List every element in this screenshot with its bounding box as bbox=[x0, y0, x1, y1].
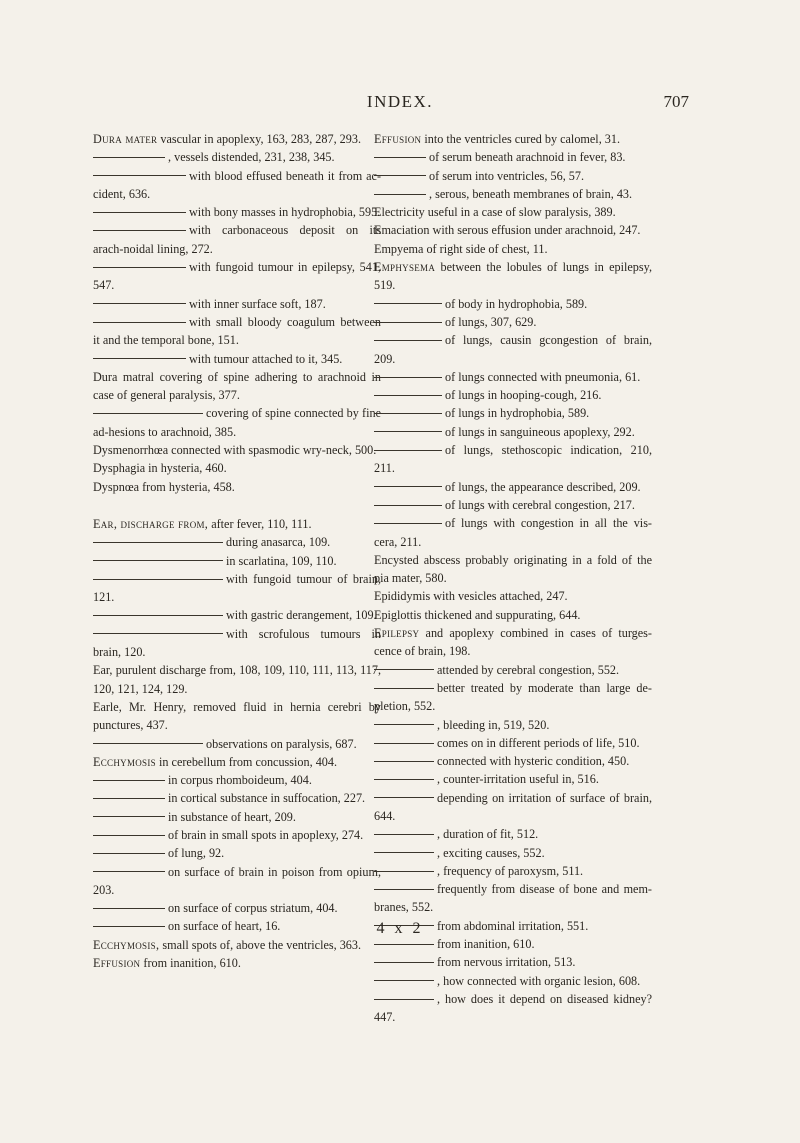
entry-text: Encysted abscess probably originating in a fold of the pia mater, 580. bbox=[374, 552, 652, 586]
index-entry bbox=[93, 753, 381, 771]
ditto-rule bbox=[374, 431, 442, 432]
ditto-rule bbox=[374, 505, 442, 506]
index-subentry bbox=[374, 386, 652, 404]
ditto-rule bbox=[93, 633, 223, 634]
index-entry bbox=[374, 221, 652, 239]
ditto-rule bbox=[374, 852, 434, 853]
entry-text: of lungs in hydrophobia, 589. bbox=[445, 406, 590, 421]
entry-text: in cortical substance in suffocation, 227. bbox=[168, 791, 366, 806]
index-entry bbox=[93, 698, 381, 735]
entry-text: in scarlatina, 109, 110. bbox=[226, 553, 337, 568]
ditto-rule bbox=[374, 194, 426, 195]
entry-text: , duration of fit, 512. bbox=[437, 827, 539, 842]
index-subentry bbox=[93, 808, 381, 826]
ditto-rule bbox=[93, 615, 223, 616]
ditto-rule bbox=[374, 962, 434, 963]
ditto-rule bbox=[93, 542, 223, 543]
entry-heading: Ecchymosis bbox=[93, 754, 156, 769]
index-subentry bbox=[374, 313, 652, 331]
index-subentry bbox=[93, 148, 381, 166]
ditto-rule bbox=[374, 743, 434, 744]
index-subentry bbox=[374, 478, 652, 496]
entry-text: of lungs in sanguineous apoplexy, 292. bbox=[445, 424, 635, 439]
ditto-rule bbox=[93, 853, 165, 854]
index-subentry bbox=[93, 221, 381, 258]
entry-text: of lungs, the appearance described, 209. bbox=[445, 479, 641, 494]
index-entry bbox=[374, 203, 652, 221]
ditto-rule bbox=[93, 230, 186, 231]
index-subentry bbox=[374, 972, 652, 990]
index-entry bbox=[93, 368, 381, 405]
ditto-rule bbox=[374, 175, 426, 176]
entry-text: from inanition, 610. bbox=[140, 956, 241, 971]
left-column bbox=[93, 130, 381, 972]
entry-text: observations on paralysis, 687. bbox=[206, 736, 357, 751]
index-subentry bbox=[374, 441, 652, 478]
index-subentry bbox=[374, 404, 652, 422]
section-gap bbox=[93, 496, 381, 515]
entry-heading: Ecchymosis, bbox=[93, 937, 160, 952]
index-subentry bbox=[93, 313, 381, 350]
entry-heading: Dura mater bbox=[93, 132, 158, 146]
index-subentry bbox=[374, 880, 652, 917]
ditto-rule bbox=[374, 834, 434, 835]
entry-text: between the lobules of lungs in epilepsy, 519. bbox=[374, 260, 652, 293]
entry-heading: Effusion bbox=[93, 956, 141, 971]
index-subentry bbox=[93, 625, 381, 662]
ditto-rule bbox=[374, 395, 442, 396]
ditto-rule bbox=[374, 669, 434, 670]
entry-text: on surface of corpus striatum, 404. bbox=[168, 901, 338, 916]
entry-text: Dysphagia in hysteria, 460. bbox=[93, 461, 227, 476]
index-subentry bbox=[93, 899, 381, 917]
index-subentry bbox=[374, 148, 652, 166]
entry-text: attended by cerebral congestion, 552. bbox=[437, 662, 620, 677]
entry-text: with tumour attached to it, 345. bbox=[189, 351, 343, 366]
entry-text: with inner surface soft, 187. bbox=[189, 296, 326, 311]
ditto-rule bbox=[374, 688, 434, 689]
ditto-rule bbox=[374, 413, 442, 414]
entry-text: in substance of heart, 209. bbox=[168, 809, 296, 824]
ditto-rule bbox=[93, 780, 165, 781]
entry-text: with fungoid tumour in epilepsy, 541, 547. bbox=[93, 260, 381, 293]
ditto-rule bbox=[93, 157, 165, 158]
index-entry bbox=[374, 624, 652, 661]
ditto-rule bbox=[93, 413, 203, 414]
ditto-rule bbox=[93, 835, 165, 836]
index-subentry bbox=[374, 167, 652, 185]
entry-text: vascular in apoplexy, 163, 283, 287, 293. bbox=[157, 132, 362, 146]
index-entry bbox=[93, 441, 381, 459]
ditto-rule bbox=[374, 889, 434, 890]
index-subentry bbox=[93, 404, 381, 441]
index-subentry bbox=[374, 789, 652, 826]
entry-text: with scrofulous tumours in brain, 120. bbox=[93, 626, 381, 660]
index-subentry bbox=[93, 606, 381, 624]
entry-text: of lungs in hooping-cough, 216. bbox=[445, 388, 602, 403]
index-subentry bbox=[93, 735, 381, 753]
index-subentry bbox=[374, 752, 652, 770]
index-entry bbox=[374, 130, 652, 148]
index-subentry bbox=[93, 552, 381, 570]
index-subentry bbox=[93, 203, 381, 221]
index-subentry bbox=[93, 789, 381, 807]
index-entry bbox=[93, 954, 381, 972]
index-entry bbox=[374, 606, 652, 624]
entry-text: , serous, beneath membranes of brain, 43. bbox=[429, 186, 633, 201]
entry-text: of serum into ventricles, 56, 57. bbox=[429, 168, 585, 183]
entry-text: , vessels distended, 231, 238, 345. bbox=[168, 150, 335, 165]
entry-text: with bony masses in hydrophobia, 595. bbox=[189, 205, 381, 220]
entry-text: Emaciation with serous effusion under arachnoid, 247. bbox=[374, 223, 641, 238]
entry-text: in cerebellum from concussion, 404. bbox=[155, 754, 338, 769]
entry-text: of body in hydrophobia, 589. bbox=[445, 296, 588, 311]
entry-text: better treated by moderate than large de-pletion, 552. bbox=[374, 680, 652, 714]
index-subentry bbox=[93, 863, 381, 900]
ditto-rule bbox=[374, 779, 434, 780]
index-subentry bbox=[93, 350, 381, 368]
entry-text: of lungs, 307, 629. bbox=[445, 314, 537, 329]
page-title: INDEX. bbox=[366, 92, 434, 111]
entry-text: on surface of heart, 16. bbox=[168, 919, 281, 934]
index-subentry bbox=[93, 771, 381, 789]
right-column bbox=[374, 130, 652, 1027]
entry-text: Epiglottis thickened and suppurating, 644. bbox=[374, 607, 581, 622]
ditto-rule bbox=[374, 450, 442, 451]
entry-heading: Ear, discharge from, bbox=[93, 516, 209, 531]
index-subentry bbox=[374, 661, 652, 679]
index-subentry bbox=[374, 844, 652, 862]
ditto-rule bbox=[93, 212, 186, 213]
ditto-rule bbox=[374, 523, 442, 524]
ditto-rule bbox=[93, 560, 223, 561]
index-subentry bbox=[93, 826, 381, 844]
entry-text: with small bloody coagulum between it and the temporal bone, 151. bbox=[93, 314, 381, 348]
ditto-rule bbox=[374, 871, 434, 872]
index-subentry bbox=[374, 862, 652, 880]
entry-text: after fever, 110, 111. bbox=[208, 516, 312, 531]
entry-text: depending on irritation of surface of brain, 644. bbox=[374, 790, 652, 823]
entry-text: frequently from disease of bone and mem-branes, 552. bbox=[374, 882, 652, 915]
index-entry bbox=[374, 240, 652, 258]
index-entry bbox=[93, 515, 381, 533]
entry-text: , counter-irritation useful in, 516. bbox=[437, 772, 599, 787]
ditto-rule bbox=[374, 303, 442, 304]
entry-text: Epididymis with vesicles attached, 247. bbox=[374, 589, 568, 604]
entry-text: , bleeding in, 519, 520. bbox=[437, 717, 550, 732]
ditto-rule bbox=[93, 798, 165, 799]
ditto-rule bbox=[93, 267, 186, 268]
ditto-rule bbox=[93, 579, 223, 580]
entry-text: of brain in small spots in apoplexy, 274. bbox=[168, 827, 364, 842]
index-subentry bbox=[93, 844, 381, 862]
entry-text: comes on in different periods of life, 510. bbox=[437, 735, 640, 750]
entry-text: covering of spine connected by fine ad-hesions to arachnoid, 385. bbox=[93, 406, 381, 439]
entry-text: small spots of, above the ventricles, 363. bbox=[159, 937, 362, 952]
index-entry bbox=[93, 130, 381, 148]
index-subentry bbox=[93, 295, 381, 313]
entry-text: into the ventricles cured by calomel, 31. bbox=[421, 132, 621, 146]
index-subentry bbox=[93, 258, 381, 295]
entry-text: with carbonaceous deposit on its arach-noidal lining, 272. bbox=[93, 223, 381, 256]
entry-heading: Effusion bbox=[374, 132, 422, 146]
index-entry bbox=[93, 661, 381, 698]
entry-text: Empyema of right side of chest, 11. bbox=[374, 241, 548, 256]
entry-text: of lungs with cerebral congestion, 217. bbox=[445, 497, 635, 512]
index-subentry bbox=[374, 825, 652, 843]
entry-text: of lungs, causin gcongestion of brain, 209. bbox=[374, 333, 652, 366]
entry-text: Electricity useful in a case of slow paralysis, 389. bbox=[374, 205, 616, 220]
ditto-rule bbox=[93, 908, 165, 909]
entry-text: Dura matral covering of spine adhering to arachnoid in case of general paralysis, 377. bbox=[93, 369, 381, 403]
entry-text: , how does it depend on diseased kidney? 447. bbox=[374, 991, 652, 1025]
ditto-rule bbox=[93, 322, 186, 323]
index-subentry bbox=[374, 423, 652, 441]
entry-text: in corpus rhomboideum, 404. bbox=[168, 773, 312, 788]
ditto-rule bbox=[374, 340, 442, 341]
page-number: 707 bbox=[663, 92, 689, 111]
entry-heading: Emphysema bbox=[374, 260, 436, 275]
ditto-rule bbox=[93, 358, 186, 359]
ditto-rule bbox=[93, 871, 165, 872]
index-subentry bbox=[374, 990, 652, 1027]
index-subentry bbox=[93, 570, 381, 607]
ditto-rule bbox=[374, 724, 434, 725]
entry-text: Dysmenorrhœa connected with spasmodic wry-neck, 500. bbox=[93, 443, 377, 458]
index-entry bbox=[93, 459, 381, 477]
ditto-rule bbox=[374, 322, 442, 323]
ditto-rule bbox=[93, 816, 165, 817]
index-entry bbox=[374, 551, 652, 588]
ditto-rule bbox=[374, 980, 434, 981]
entry-text: of lung, 92. bbox=[168, 846, 225, 861]
page-header bbox=[0, 92, 800, 116]
index-subentry bbox=[374, 770, 652, 788]
ditto-rule bbox=[374, 377, 442, 378]
ditto-rule bbox=[374, 999, 434, 1000]
index-subentry bbox=[93, 167, 381, 204]
entry-text: and apoplexy combined in cases of turges-cence of brain, 198. bbox=[374, 626, 652, 659]
entry-text: during anasarca, 109. bbox=[226, 535, 331, 550]
entry-text: Dyspnœa from hysteria, 458. bbox=[93, 479, 235, 494]
entry-text: Ear, purulent discharge from, 108, 109, 110, 111, 113, 117, 120, 121, 124, 129. bbox=[93, 663, 381, 696]
entry-text: with blood effused beneath it from ac-cident, 636. bbox=[93, 168, 381, 201]
ditto-rule bbox=[93, 175, 186, 176]
entry-text: from nervous irritation, 513. bbox=[437, 955, 576, 970]
entry-text: , how connected with organic lesion, 608. bbox=[437, 973, 641, 988]
index-subentry bbox=[374, 953, 652, 971]
index-subentry bbox=[93, 533, 381, 551]
entry-text: connected with hysteric condition, 450. bbox=[437, 754, 630, 769]
entry-text: with fungoid tumour of brain, 121. bbox=[93, 571, 381, 605]
entry-text: Earle, Mr. Henry, removed fluid in hernia cerebri by punctures, 437. bbox=[93, 699, 381, 733]
index-entry bbox=[374, 258, 652, 295]
ditto-rule bbox=[374, 797, 434, 798]
entry-heading: Epilepsy bbox=[374, 626, 420, 641]
index-entry bbox=[374, 587, 652, 605]
index-subentry bbox=[374, 368, 652, 386]
index-subentry bbox=[374, 295, 652, 313]
entry-text: from abdominal irritation, 551. bbox=[437, 918, 589, 933]
entry-text: of lungs connected with pneumonia, 61. bbox=[445, 369, 641, 384]
entry-text: , exciting causes, 552. bbox=[437, 845, 545, 860]
index-subentry bbox=[374, 679, 652, 716]
ditto-rule bbox=[374, 486, 442, 487]
entry-text: of lungs with congestion in all the vis-cera, 211. bbox=[374, 516, 652, 549]
index-subentry bbox=[374, 496, 652, 514]
ditto-rule bbox=[374, 944, 434, 945]
ditto-rule bbox=[93, 303, 186, 304]
index-subentry bbox=[374, 716, 652, 734]
entry-text: with gastric derangement, 109. bbox=[226, 608, 377, 623]
printer-signature: 4 x 2 bbox=[376, 920, 424, 937]
index-subentry bbox=[374, 185, 652, 203]
index-subentry bbox=[374, 734, 652, 752]
ditto-rule bbox=[93, 743, 203, 744]
entry-text: on surface of brain in poison from opium, 203. bbox=[93, 864, 381, 897]
index-subentry bbox=[374, 514, 652, 551]
ditto-rule bbox=[374, 761, 434, 762]
index-entry bbox=[93, 478, 381, 496]
index-entry bbox=[93, 936, 381, 954]
entry-text: of serum beneath arachnoid in fever, 83. bbox=[429, 150, 626, 165]
entry-text: from inanition, 610. bbox=[437, 937, 535, 952]
entry-text: , frequency of paroxysm, 511. bbox=[437, 863, 584, 878]
ditto-rule bbox=[374, 157, 426, 158]
entry-text: of lungs, stethoscopic indication, 210, 211. bbox=[374, 443, 652, 476]
index-subentry bbox=[374, 331, 652, 368]
